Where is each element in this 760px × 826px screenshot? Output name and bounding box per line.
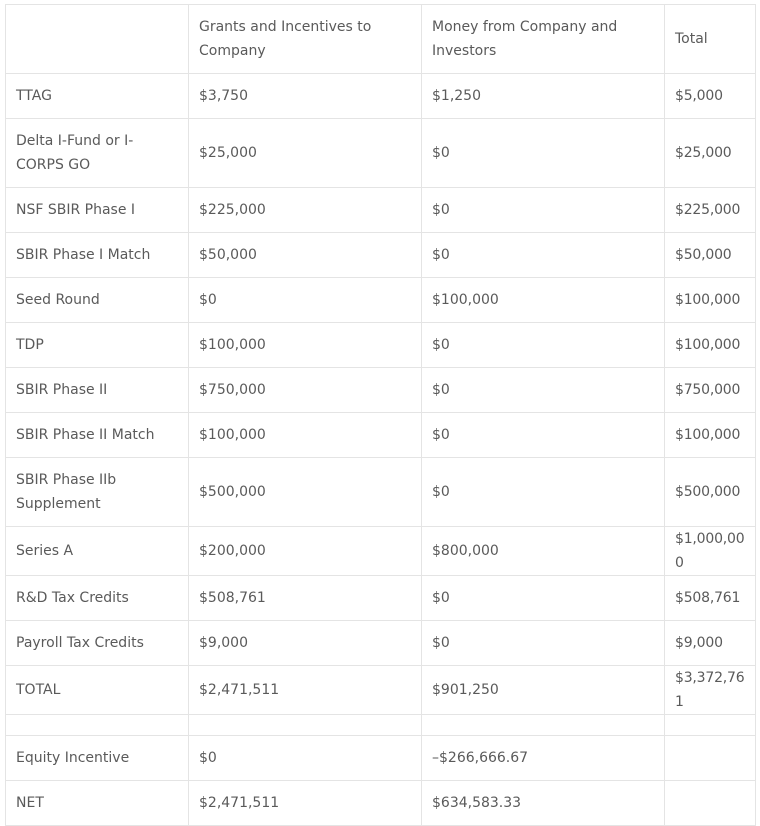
grants-cell: $9,000: [189, 621, 422, 666]
investors-cell: $0: [422, 323, 665, 368]
grants-cell: $100,000: [189, 323, 422, 368]
investors-cell: $901,250: [422, 666, 665, 715]
table-row: [6, 458, 756, 527]
row-label: SBIR Phase II: [6, 368, 189, 413]
grants-cell: $500,000: [189, 458, 422, 527]
table-row: [6, 413, 756, 458]
row-label: NSF SBIR Phase I: [6, 188, 189, 233]
row-label: Series A: [6, 527, 189, 576]
grants-cell: $2,471,511: [189, 781, 422, 826]
investors-cell: $0: [422, 458, 665, 527]
investors-cell: $634,583.33: [422, 781, 665, 826]
empty-cell: [6, 715, 189, 736]
investors-cell: $0: [422, 368, 665, 413]
grants-cell: $225,000: [189, 188, 422, 233]
total-cell: [665, 736, 756, 781]
row-label: Payroll Tax Credits: [6, 621, 189, 666]
total-cell: $225,000: [665, 188, 756, 233]
table-row: [6, 621, 756, 666]
row-label: SBIR Phase I Match: [6, 233, 189, 278]
row-label: NET: [6, 781, 189, 826]
total-cell: $1,000,000: [665, 527, 756, 576]
total-cell: $500,000: [665, 458, 756, 527]
table-row: [6, 278, 756, 323]
grants-cell: $3,750: [189, 74, 422, 119]
grants-cell: $50,000: [189, 233, 422, 278]
table-row: [6, 188, 756, 233]
spacer-row: [6, 715, 756, 736]
row-label: Equity Incentive: [6, 736, 189, 781]
empty-cell: [189, 715, 422, 736]
grants-cell: $25,000: [189, 119, 422, 188]
header-total: Total: [665, 5, 756, 74]
row-label: SBIR Phase IIb Supplement: [6, 458, 189, 527]
row-label: TOTAL: [6, 666, 189, 715]
total-cell: $50,000: [665, 233, 756, 278]
row-label: R&D Tax Credits: [6, 576, 189, 621]
investors-cell: $100,000: [422, 278, 665, 323]
investors-cell: $0: [422, 188, 665, 233]
total-cell: $100,000: [665, 278, 756, 323]
investors-cell: $0: [422, 621, 665, 666]
row-label: TTAG: [6, 74, 189, 119]
row-label: Delta I-Fund or I-CORPS GO: [6, 119, 189, 188]
funding-table: [5, 4, 756, 826]
table-row: [6, 527, 756, 576]
empty-cell: [422, 715, 665, 736]
table-row: [6, 74, 756, 119]
net-row: [6, 781, 756, 826]
investors-cell: $1,250: [422, 74, 665, 119]
grants-cell: $100,000: [189, 413, 422, 458]
header-row: [6, 5, 756, 74]
total-cell: $3,372,761: [665, 666, 756, 715]
investors-cell: $0: [422, 413, 665, 458]
grants-cell: $508,761: [189, 576, 422, 621]
total-cell: $750,000: [665, 368, 756, 413]
total-cell: $25,000: [665, 119, 756, 188]
investors-cell: –$266,666.67: [422, 736, 665, 781]
grants-cell: $200,000: [189, 527, 422, 576]
grants-cell: $0: [189, 278, 422, 323]
total-row: [6, 666, 756, 715]
investors-cell: $800,000: [422, 527, 665, 576]
row-label: SBIR Phase II Match: [6, 413, 189, 458]
header-grants: Grants and Incentives to Company: [189, 5, 422, 74]
grants-cell: $750,000: [189, 368, 422, 413]
total-cell: $100,000: [665, 413, 756, 458]
total-cell: $100,000: [665, 323, 756, 368]
header-money-from-investors: Money from Company and Investors: [422, 5, 665, 74]
total-cell: [665, 781, 756, 826]
investors-cell: $0: [422, 233, 665, 278]
row-label: TDP: [6, 323, 189, 368]
table-row: [6, 368, 756, 413]
grants-cell: $2,471,511: [189, 666, 422, 715]
table-row: [6, 233, 756, 278]
empty-cell: [665, 715, 756, 736]
grants-cell: $0: [189, 736, 422, 781]
header-cell-blank: [6, 5, 189, 74]
row-label: Seed Round: [6, 278, 189, 323]
table-row: [6, 576, 756, 621]
table-row: [6, 323, 756, 368]
table-row: [6, 736, 756, 781]
table-row: [6, 119, 756, 188]
investors-cell: $0: [422, 119, 665, 188]
investors-cell: $0: [422, 576, 665, 621]
total-cell: $9,000: [665, 621, 756, 666]
total-cell: $5,000: [665, 74, 756, 119]
total-cell: $508,761: [665, 576, 756, 621]
